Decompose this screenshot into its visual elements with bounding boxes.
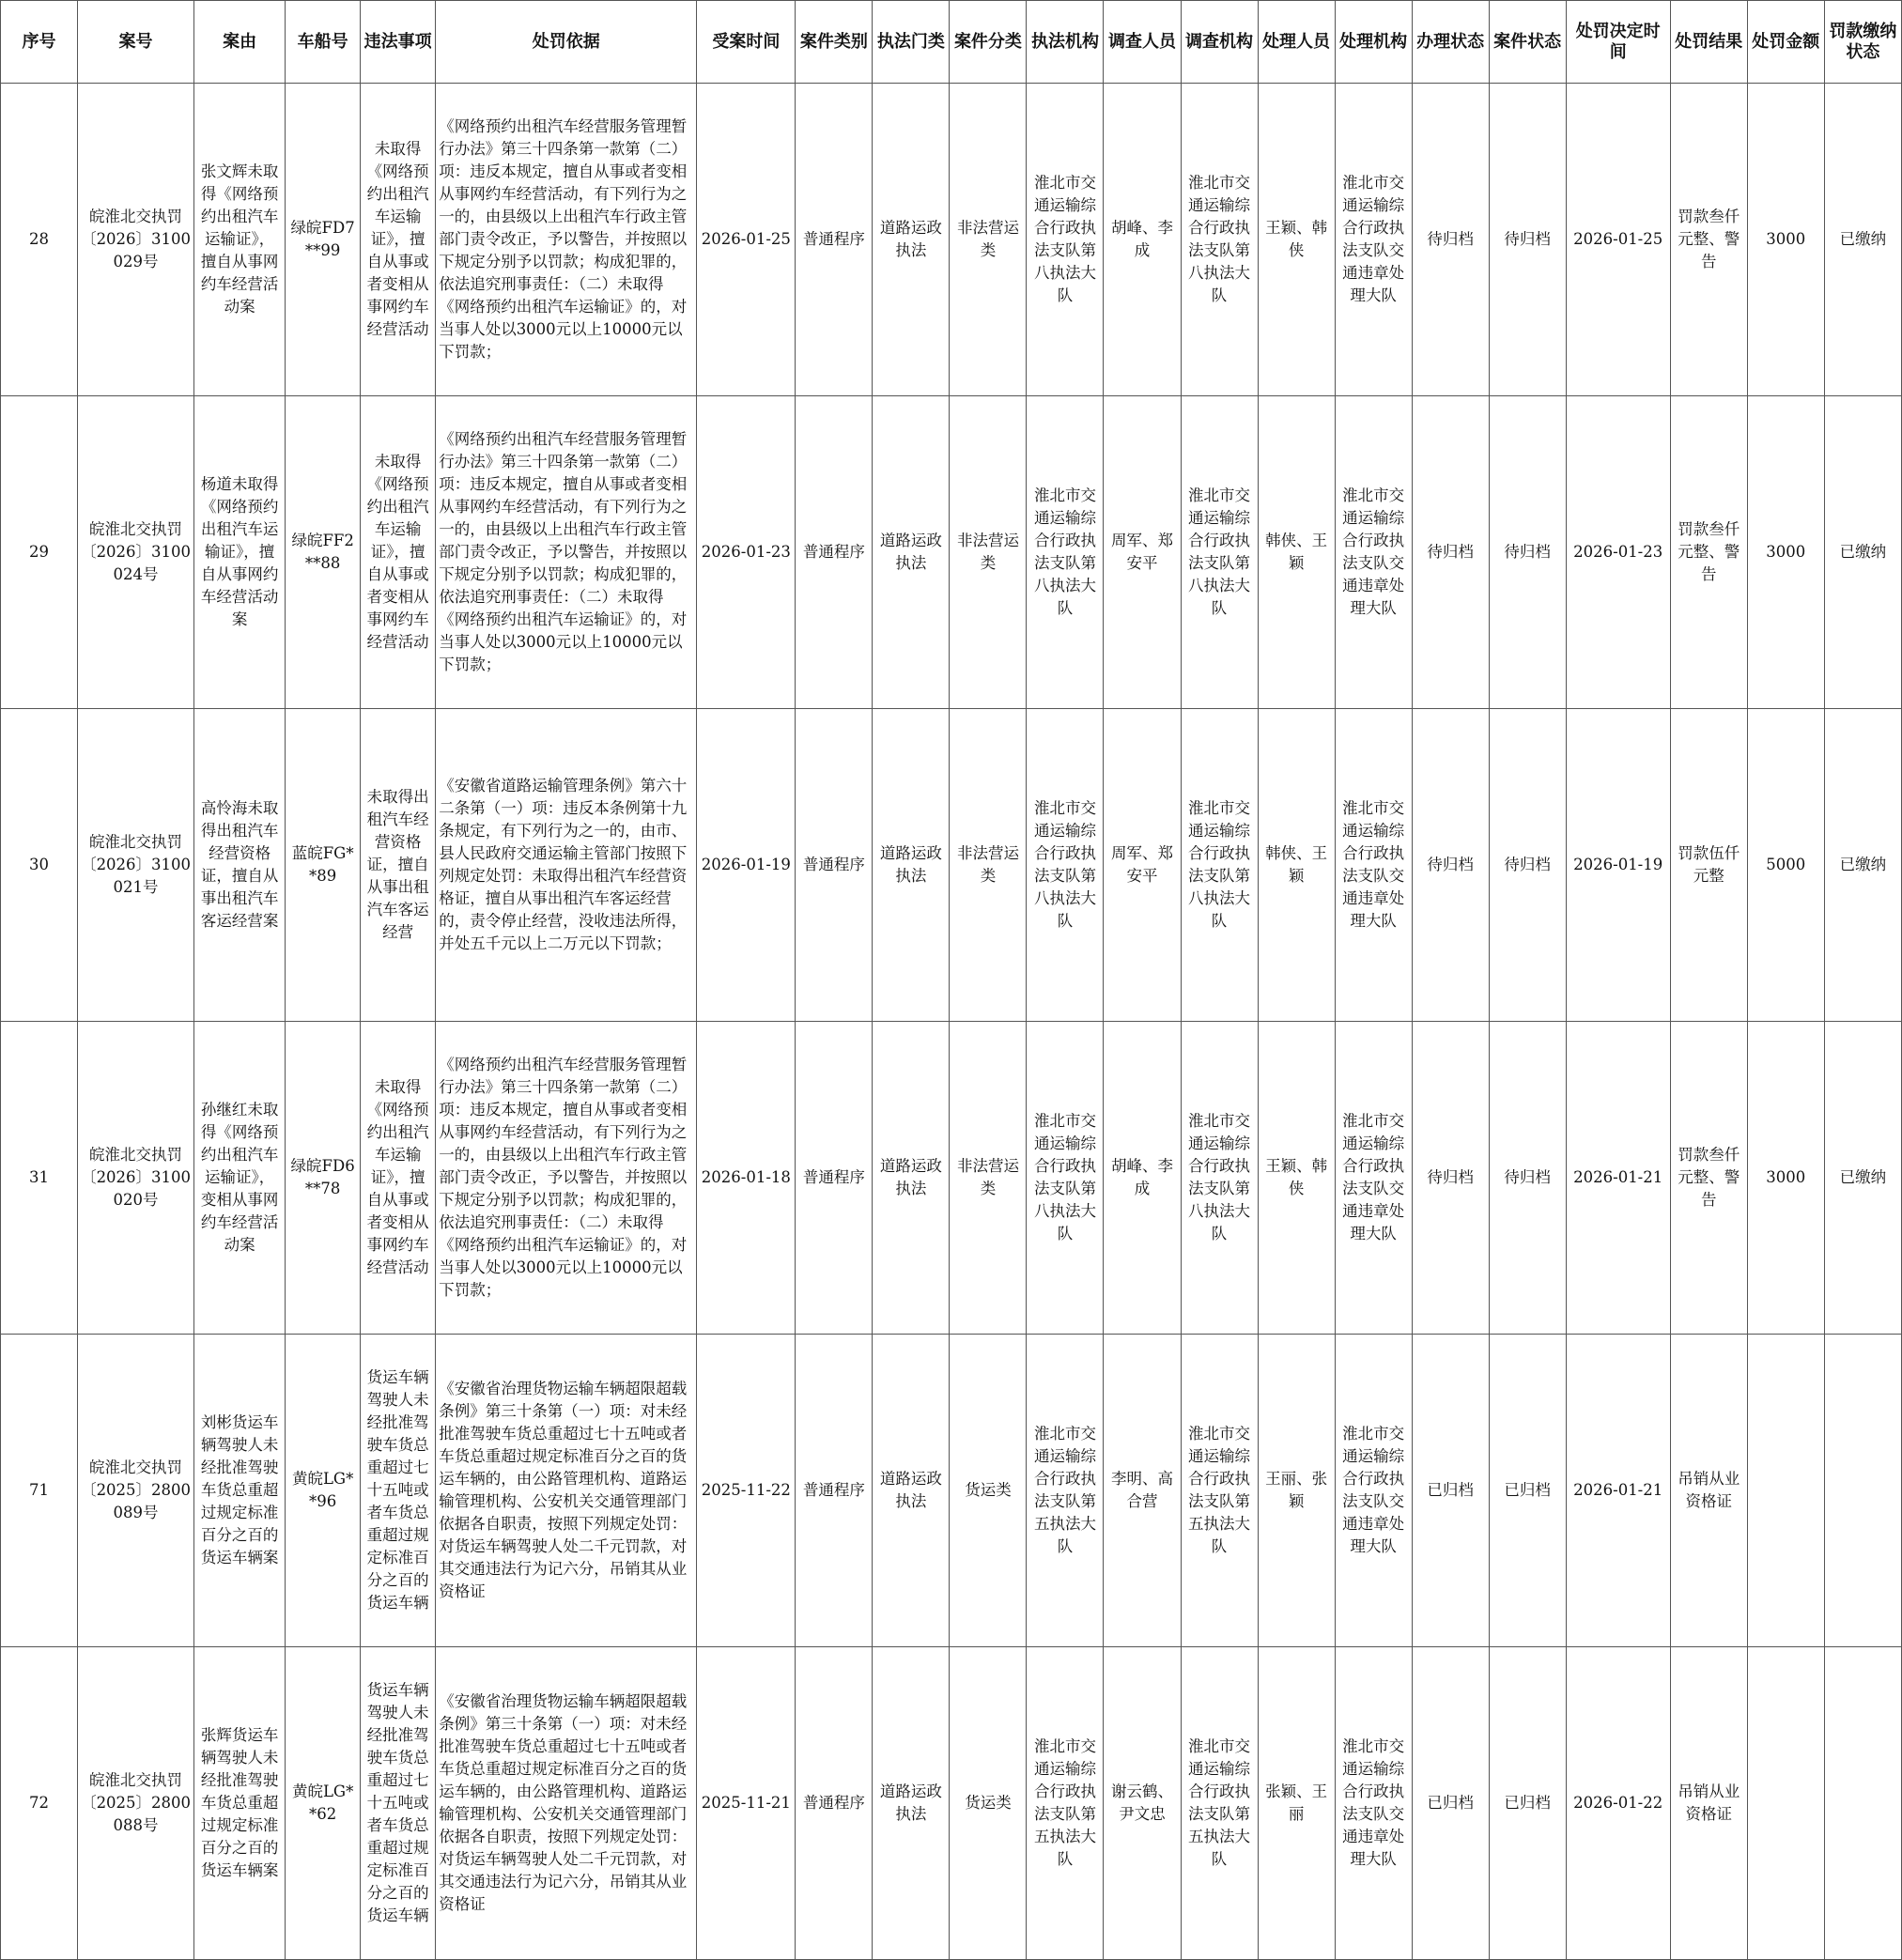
cell-handle-agency: 淮北市交通运输综合行政执法支队交通违章处理大队: [1335, 84, 1412, 396]
header-case-no: 案号: [78, 1, 194, 84]
header-enforce-type: 执法门类: [873, 1, 950, 84]
cell-handle-agency: 淮北市交通运输综合行政执法支队交通违章处理大队: [1335, 396, 1412, 709]
header-cause: 案由: [194, 1, 286, 84]
cell-handlers: 韩侠、王颖: [1258, 709, 1335, 1022]
cell-cause: 张文辉未取得《网络预约出租汽车运输证》，擅自从事网约车经营活动案: [194, 84, 286, 396]
cell-invest-agency: 淮北市交通运输综合行政执法支队第八执法大队: [1181, 709, 1258, 1022]
cell-decision-date: 2026-01-22: [1566, 1647, 1670, 1960]
table-header: [1, 1, 1902, 84]
cell-investigators: 周军、郑安平: [1104, 396, 1181, 709]
cell-decision-date: 2026-01-19: [1566, 709, 1670, 1022]
cell-amount: [1747, 1647, 1824, 1960]
cell-basis: 《网络预约出租汽车经营服务管理暂行办法》第三十四条第一款第（二）项：违反本规定，擅自从事或者变相从事网约车经营活动，有下列行为之一的，由县级以上出租汽车行政主管部门责令改正，予以警告，并按照以下规定分别予以罚款；构成犯罪的，依法追究刑事责任：（二）未取得《网络预约出租汽车运输证》的，对当事人处以3000元以上10000元以下罚款；: [436, 1022, 697, 1335]
cell-amount: 5000: [1747, 709, 1824, 1022]
cell-violation: 未取得出租汽车经营资格证，擅自从事出租汽车客运经营: [361, 709, 436, 1022]
header-handlers: 处理人员: [1258, 1, 1335, 84]
cell-process-status: 待归档: [1412, 1022, 1489, 1335]
cell-seq: 29: [1, 396, 78, 709]
cell-result: 罚款叁仟元整、警告: [1670, 84, 1747, 396]
cell-case-status: 待归档: [1489, 709, 1566, 1022]
cell-accepted-date: 2025-11-22: [697, 1335, 796, 1647]
cell-handlers: 王颖、韩侠: [1258, 1022, 1335, 1335]
cell-amount: 3000: [1747, 1022, 1824, 1335]
table-row: [1, 1335, 1902, 1647]
header-amount: 处罚金额: [1747, 1, 1824, 84]
header-accepted: 受案时间: [697, 1, 796, 84]
cell-violation: 未取得《网络预约出租汽车运输证》，擅自从事或者变相从事网约车经营活动: [361, 1022, 436, 1335]
cell-agency: 淮北市交通运输综合行政执法支队第八执法大队: [1027, 1022, 1104, 1335]
cell-decision-date: 2026-01-21: [1566, 1335, 1670, 1647]
cell-case-class: 非法营运类: [950, 396, 1027, 709]
header-row: [1, 1, 1902, 84]
table-row: [1, 709, 1902, 1022]
cell-case-class: 货运类: [950, 1335, 1027, 1647]
cell-enforce-type: 道路运政执法: [873, 709, 950, 1022]
cell-result: 吊销从业资格证: [1670, 1335, 1747, 1647]
cell-case-no: 皖淮北交执罚〔2026〕3100029号: [78, 84, 194, 396]
cell-category: 普通程序: [796, 84, 873, 396]
cell-case-no: 皖淮北交执罚〔2026〕3100020号: [78, 1022, 194, 1335]
cell-investigators: 周军、郑安平: [1104, 709, 1181, 1022]
cell-process-status: 待归档: [1412, 396, 1489, 709]
cell-basis: 《安徽省治理货物运输车辆超限超载条例》第三十条第（一）项：对未经批准驾驶车货总重超过七十五吨或者车货总重超过规定标准百分之百的货运车辆的，由公路管理机构、道路运输管理机构、公安机关交通管理部门依据各自职责，按照下列规定处罚：对货运车辆驾驶人处二千元罚款，对其交通违法行为记六分，吊销其从业资格证: [436, 1647, 697, 1960]
cell-agency: 淮北市交通运输综合行政执法支队第八执法大队: [1027, 709, 1104, 1022]
header-handle-agency: 处理机构: [1335, 1, 1412, 84]
cell-invest-agency: 淮北市交通运输综合行政执法支队第五执法大队: [1181, 1335, 1258, 1647]
cell-vehicle: 黄皖LG**62: [286, 1647, 361, 1960]
header-category: 案件类别: [796, 1, 873, 84]
cell-accepted-date: 2026-01-19: [697, 709, 796, 1022]
cell-decision-date: 2026-01-23: [1566, 396, 1670, 709]
cell-investigators: 胡峰、李成: [1104, 84, 1181, 396]
cell-agency: 淮北市交通运输综合行政执法支队第五执法大队: [1027, 1647, 1104, 1960]
cell-case-class: 非法营运类: [950, 1022, 1027, 1335]
cell-basis: 《安徽省治理货物运输车辆超限超载条例》第三十条第（一）项：对未经批准驾驶车货总重超过七十五吨或者车货总重超过规定标准百分之百的货运车辆的，由公路管理机构、道路运输管理机构、公安机关交通管理部门依据各自职责，按照下列规定处罚：对货运车辆驾驶人处二千元罚款，对其交通违法行为记六分，吊销其从业资格证: [436, 1335, 697, 1647]
cell-decision-date: 2026-01-25: [1566, 84, 1670, 396]
cell-enforce-type: 道路运政执法: [873, 1022, 950, 1335]
cell-enforce-type: 道路运政执法: [873, 1647, 950, 1960]
cell-cause: 杨道未取得《网络预约出租汽车运输证》，擅自从事网约车经营活动案: [194, 396, 286, 709]
cell-accepted-date: 2026-01-23: [697, 396, 796, 709]
cell-payment: [1824, 1335, 1901, 1647]
cell-case-no: 皖淮北交执罚〔2026〕3100021号: [78, 709, 194, 1022]
header-decision-date: 处罚决定时间: [1566, 1, 1670, 84]
cell-case-status: 待归档: [1489, 84, 1566, 396]
cell-payment: 已缴纳: [1824, 396, 1901, 709]
cell-handlers: 韩侠、王颖: [1258, 396, 1335, 709]
table-row: [1, 84, 1902, 396]
cell-process-status: 待归档: [1412, 709, 1489, 1022]
cell-violation: 未取得《网络预约出租汽车运输证》，擅自从事或者变相从事网约车经营活动: [361, 396, 436, 709]
header-case-status: 案件状态: [1489, 1, 1566, 84]
cell-cause: 孙继红未取得《网络预约出租汽车运输证》，变相从事网约车经营活动案: [194, 1022, 286, 1335]
cell-enforce-type: 道路运政执法: [873, 396, 950, 709]
header-payment: 罚款缴纳状态: [1824, 1, 1901, 84]
header-process-status: 办理状态: [1412, 1, 1489, 84]
cell-result: 罚款叁仟元整、警告: [1670, 396, 1747, 709]
cell-handlers: 王丽、张颖: [1258, 1335, 1335, 1647]
header-seq: 序号: [1, 1, 78, 84]
cell-payment: 已缴纳: [1824, 1022, 1901, 1335]
cell-payment: 已缴纳: [1824, 84, 1901, 396]
cell-result: 罚款伍仟元整: [1670, 709, 1747, 1022]
cell-accepted-date: 2025-11-21: [697, 1647, 796, 1960]
cell-case-no: 皖淮北交执罚〔2025〕2800089号: [78, 1335, 194, 1647]
cell-handlers: 张颖、王丽: [1258, 1647, 1335, 1960]
table-row: [1, 396, 1902, 709]
cell-agency: 淮北市交通运输综合行政执法支队第八执法大队: [1027, 396, 1104, 709]
cell-investigators: 谢云鹤、尹文忠: [1104, 1647, 1181, 1960]
cell-category: 普通程序: [796, 1647, 873, 1960]
header-violation: 违法事项: [361, 1, 436, 84]
cell-seq: 31: [1, 1022, 78, 1335]
cell-vehicle: 黄皖LG**96: [286, 1335, 361, 1647]
cell-investigators: 李明、高合营: [1104, 1335, 1181, 1647]
cell-seq: 72: [1, 1647, 78, 1960]
cell-enforce-type: 道路运政执法: [873, 84, 950, 396]
cell-basis: 《网络预约出租汽车经营服务管理暂行办法》第三十四条第一款第（二）项：违反本规定，擅自从事或者变相从事网约车经营活动，有下列行为之一的，由县级以上出租汽车行政主管部门责令改正，予以警告，并按照以下规定分别予以罚款；构成犯罪的，依法追究刑事责任：（二）未取得《网络预约出租汽车运输证》的，对当事人处以3000元以上10000元以下罚款；: [436, 396, 697, 709]
header-vehicle: 车船号: [286, 1, 361, 84]
table-row: [1, 1647, 1902, 1960]
cell-amount: 3000: [1747, 84, 1824, 396]
cell-amount: [1747, 1335, 1824, 1647]
cell-investigators: 胡峰、李成: [1104, 1022, 1181, 1335]
cell-process-status: 已归档: [1412, 1335, 1489, 1647]
cell-violation: 未取得《网络预约出租汽车运输证》，擅自从事或者变相从事网约车经营活动: [361, 84, 436, 396]
cell-vehicle: 绿皖FF2**88: [286, 396, 361, 709]
cell-case-class: 货运类: [950, 1647, 1027, 1960]
cell-category: 普通程序: [796, 396, 873, 709]
cell-basis: 《网络预约出租汽车经营服务管理暂行办法》第三十四条第一款第（二）项：违反本规定，擅自从事或者变相从事网约车经营活动，有下列行为之一的，由县级以上出租汽车行政主管部门责令改正，予以警告，并按照以下规定分别予以罚款；构成犯罪的，依法追究刑事责任：（二）未取得《网络预约出租汽车运输证》的，对当事人处以3000元以上10000元以下罚款；: [436, 84, 697, 396]
cell-case-no: 皖淮北交执罚〔2026〕3100024号: [78, 396, 194, 709]
cell-vehicle: 绿皖FD6**78: [286, 1022, 361, 1335]
cell-seq: 71: [1, 1335, 78, 1647]
header-investigators: 调查人员: [1104, 1, 1181, 84]
cell-handle-agency: 淮北市交通运输综合行政执法支队交通违章处理大队: [1335, 1335, 1412, 1647]
cell-payment: 已缴纳: [1824, 709, 1901, 1022]
cell-enforce-type: 道路运政执法: [873, 1335, 950, 1647]
cell-cause: 刘彬货运车辆驾驶人未经批准驾驶车货总重超过规定标准百分之百的货运车辆案: [194, 1335, 286, 1647]
cell-handle-agency: 淮北市交通运输综合行政执法支队交通违章处理大队: [1335, 709, 1412, 1022]
table-row: [1, 1022, 1902, 1335]
cell-result: 罚款叁仟元整、警告: [1670, 1022, 1747, 1335]
cell-handlers: 王颖、韩侠: [1258, 84, 1335, 396]
cell-vehicle: 蓝皖FG**89: [286, 709, 361, 1022]
cell-seq: 30: [1, 709, 78, 1022]
cell-category: 普通程序: [796, 1335, 873, 1647]
cell-case-status: 已归档: [1489, 1335, 1566, 1647]
cell-handle-agency: 淮北市交通运输综合行政执法支队交通违章处理大队: [1335, 1022, 1412, 1335]
cell-result: 吊销从业资格证: [1670, 1647, 1747, 1960]
cell-invest-agency: 淮北市交通运输综合行政执法支队第八执法大队: [1181, 84, 1258, 396]
header-agency: 执法机构: [1027, 1, 1104, 84]
cell-category: 普通程序: [796, 1022, 873, 1335]
cell-process-status: 待归档: [1412, 84, 1489, 396]
cell-cause: 张辉货运车辆驾驶人未经批准驾驶车货总重超过规定标准百分之百的货运车辆案: [194, 1647, 286, 1960]
cell-case-class: 非法营运类: [950, 709, 1027, 1022]
cell-case-status: 待归档: [1489, 396, 1566, 709]
cell-agency: 淮北市交通运输综合行政执法支队第五执法大队: [1027, 1335, 1104, 1647]
cell-case-status: 待归档: [1489, 1022, 1566, 1335]
cell-case-status: 已归档: [1489, 1647, 1566, 1960]
cell-case-class: 非法营运类: [950, 84, 1027, 396]
cell-invest-agency: 淮北市交通运输综合行政执法支队第五执法大队: [1181, 1647, 1258, 1960]
cell-agency: 淮北市交通运输综合行政执法支队第八执法大队: [1027, 84, 1104, 396]
cell-accepted-date: 2026-01-18: [697, 1022, 796, 1335]
cell-accepted-date: 2026-01-25: [697, 84, 796, 396]
cell-violation: 货运车辆驾驶人未经批准驾驶车货总重超过七十五吨或者车货总重超过规定标准百分之百的货运车辆: [361, 1335, 436, 1647]
cell-violation: 货运车辆驾驶人未经批准驾驶车货总重超过七十五吨或者车货总重超过规定标准百分之百的货运车辆: [361, 1647, 436, 1960]
header-case-class: 案件分类: [950, 1, 1027, 84]
cell-vehicle: 绿皖FD7**99: [286, 84, 361, 396]
cell-invest-agency: 淮北市交通运输综合行政执法支队第八执法大队: [1181, 396, 1258, 709]
cell-payment: [1824, 1647, 1901, 1960]
cell-seq: 28: [1, 84, 78, 396]
cell-decision-date: 2026-01-21: [1566, 1022, 1670, 1335]
cell-case-no: 皖淮北交执罚〔2025〕2800088号: [78, 1647, 194, 1960]
cell-invest-agency: 淮北市交通运输综合行政执法支队第八执法大队: [1181, 1022, 1258, 1335]
table-body: [1, 84, 1902, 1960]
cell-cause: 高怜海未取得出租汽车经营资格证，擅自从事出租汽车客运经营案: [194, 709, 286, 1022]
cell-basis: 《安徽省道路运输管理条例》第六十二条第（一）项：违反本条例第十九条规定，有下列行为之一的，由市、县人民政府交通运输主管部门按照下列规定处罚：未取得出租汽车经营资格证，擅自从事出租汽车客运经营的，责令停止经营，没收违法所得，并处五千元以上二万元以下罚款；: [436, 709, 697, 1022]
cell-amount: 3000: [1747, 396, 1824, 709]
header-basis: 处罚依据: [436, 1, 697, 84]
cell-handle-agency: 淮北市交通运输综合行政执法支队交通违章处理大队: [1335, 1647, 1412, 1960]
header-invest-agency: 调查机构: [1181, 1, 1258, 84]
cell-process-status: 已归档: [1412, 1647, 1489, 1960]
cell-category: 普通程序: [796, 709, 873, 1022]
header-result: 处罚结果: [1670, 1, 1747, 84]
